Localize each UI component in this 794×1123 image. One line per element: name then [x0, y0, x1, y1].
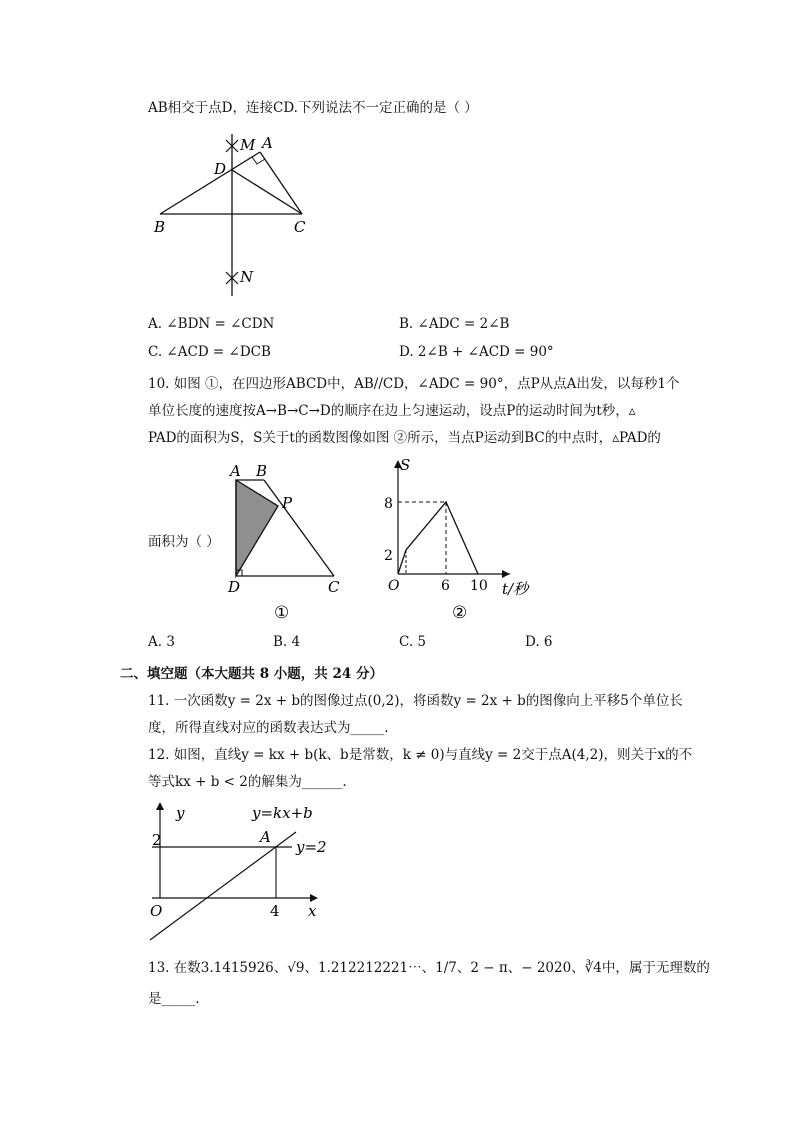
q12-point-a: A — [260, 828, 271, 846]
tick-x-10: 10 — [470, 578, 488, 594]
label-C: C — [328, 578, 340, 596]
q10-line4: 面积为（ ） — [148, 534, 220, 550]
q9-stem-tail: AB相交于点D，连接CD.下列说法不一定正确的是（ ） — [148, 100, 478, 116]
q13-line1: 13. 在数3.1415926、√9、1.212212221⋯、1/7、2 − π、− 2020、∛4中，属于无理数的 — [148, 960, 710, 976]
q12-y2-label: y=2 — [296, 838, 327, 856]
q12-line1: 12. 如图，直线y = kx + b(k、b是常数，k ≠ 0)与直线y = 2交于点A(4,2)，则关于x的不 — [148, 747, 693, 763]
label-P: P — [282, 494, 293, 512]
q12-origin: O — [150, 902, 163, 920]
q9-option-b: B. ∠ADC = 2∠B — [399, 316, 510, 332]
q13-line2: 是_____. — [148, 991, 200, 1007]
label-A: A — [230, 462, 241, 480]
label-D: D — [214, 160, 227, 178]
q12-line2: 等式kx + b < 2的解集为______. — [148, 774, 347, 790]
q9-option-c: C. ∠ACD = ∠DCB — [148, 344, 271, 360]
tick-y-2: 2 — [384, 548, 393, 564]
q10-option-d: D. 6 — [525, 634, 553, 650]
label-A: A — [262, 134, 273, 152]
label-D: D — [228, 578, 241, 596]
q10-figure-2 — [370, 454, 540, 624]
label-N: N — [240, 268, 254, 286]
section-heading: 二、填空题（本大题共 8 小题，共 24 分） — [120, 666, 383, 682]
tick-origin: O — [388, 578, 400, 594]
q10-figure-1 — [222, 458, 352, 624]
q12-tick-2: 2 — [152, 831, 162, 849]
axis-s-label: S — [400, 456, 411, 474]
q12-tick-4: 4 — [270, 902, 280, 920]
q10-line3: PAD的面积为S，S关于t的函数图像如图 ②所示，当点P运动到BC的中点时，▵PAD的 — [148, 430, 661, 446]
q10-option-c: C. 5 — [399, 634, 427, 650]
tick-x-6: 6 — [441, 578, 450, 594]
label-B: B — [256, 462, 268, 480]
q9-option-a: A. ∠BDN = ∠CDN — [148, 316, 275, 332]
q11-line1: 11. 一次函数y = 2x + b的图像过点(0,2)，将函数y = 2x + b的图像向上平移5个单位长 — [148, 693, 683, 709]
figure-2-caption: ② — [452, 603, 468, 623]
q10-option-b: B. 4 — [273, 634, 301, 650]
label-C: C — [294, 218, 306, 236]
figure-1-caption: ① — [274, 603, 290, 623]
q11-line2: 度，所得直线对应的函数表达式为_____. — [148, 720, 389, 736]
tick-y-8: 8 — [384, 496, 393, 512]
q9-figure — [148, 128, 318, 306]
label-M: M — [240, 136, 256, 154]
label-B: B — [154, 218, 166, 236]
q9-option-d: D. 2∠B + ∠ACD = 90° — [399, 344, 554, 360]
q10-option-a: A. 3 — [148, 634, 175, 650]
q10-line1: 10. 如图 ①，在四边形ABCD中，AB//CD，∠ADC = 90°，点P从点A出发，以每秒1个 — [148, 376, 680, 392]
q12-figure — [146, 798, 336, 946]
axis-t-label: t/秒 — [502, 580, 529, 598]
q12-axis-x: x — [308, 902, 317, 920]
q12-eq-label: y=kx+b — [252, 804, 313, 822]
q10-line2: 单位长度的速度按A→B→C→D的顺序在边上匀速运动，设点P的运动时间为t秒，▵ — [148, 403, 636, 419]
q12-axis-y: y — [176, 804, 185, 822]
